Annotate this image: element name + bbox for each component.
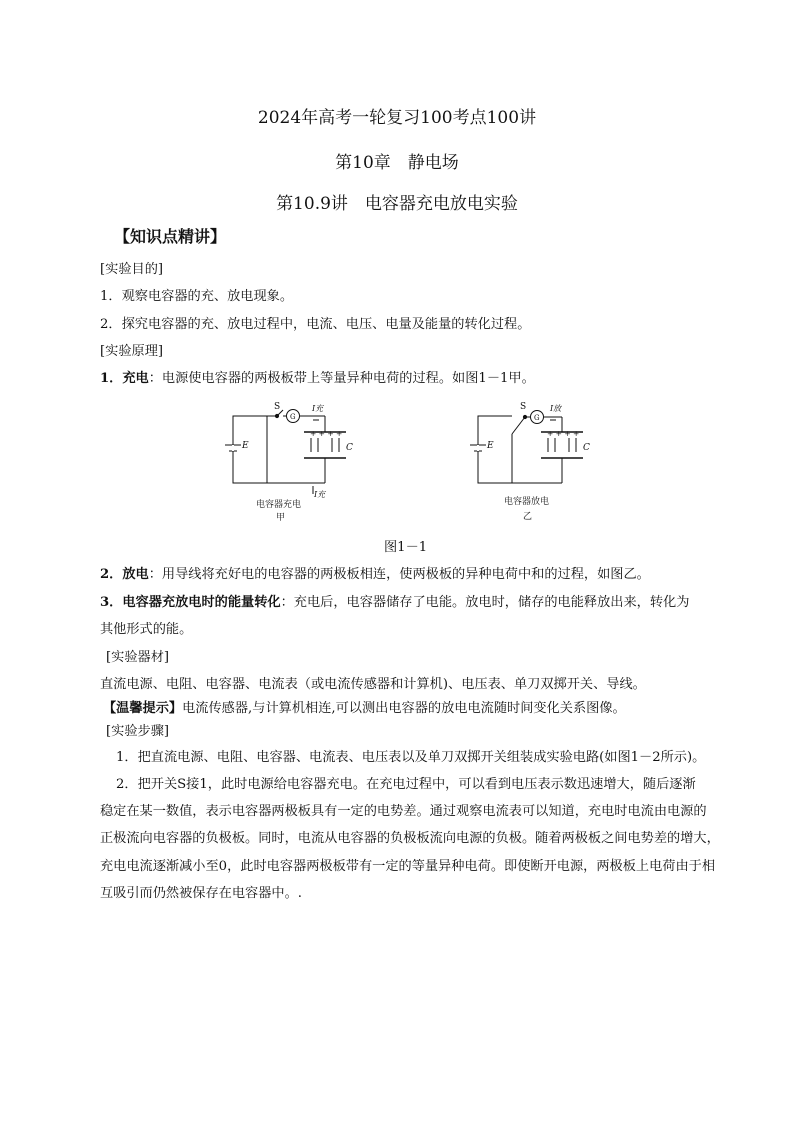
figure-caption: 图1－1 xyxy=(384,540,428,555)
steps-label: [实验步骤] xyxy=(106,724,170,739)
current-a-top-label: I充 xyxy=(312,404,324,413)
capacitor-b-label: C xyxy=(583,443,590,453)
galvanometer-b-label: G xyxy=(534,414,540,422)
caption-a: 电容器充电 xyxy=(256,500,302,510)
switch-b-blade xyxy=(512,417,525,434)
energy-text-line2: 其他形式的能。 xyxy=(100,622,193,637)
step-2-line1: 2．把开关S接1，此时电源给电容器充电。在充电过程中，可以看到电压表示数迅速增大，随后逐渐 xyxy=(116,777,696,792)
switch-a-label: S xyxy=(274,402,281,412)
circuit-a-left-wire xyxy=(233,416,267,483)
step-2-line2: 稳定在某一数值，表示电容器两极板具有一定的电势差。通过观察电流表可以知道，充电时电流由电源的 xyxy=(100,804,707,819)
caption-b-sub: 乙 xyxy=(523,512,533,522)
plus-charges-b: + + + + xyxy=(547,429,580,438)
energy-term: 3．电容器充放电时的能量转化 xyxy=(100,595,281,610)
discharge-term: 2．放电 xyxy=(100,567,149,582)
tip-paragraph xyxy=(103,697,626,716)
energy-paragraph xyxy=(100,591,689,610)
caption-b: 电容器放电 xyxy=(504,497,550,507)
energy-text-line1: ：充电后，电容器储存了电能。放电时，储存的电能释放出来，转化为 xyxy=(280,595,690,610)
capacitor-a-label: C xyxy=(346,443,353,453)
battery-b-label: E xyxy=(487,441,494,451)
current-b-label: I放 xyxy=(550,404,562,413)
discharge-paragraph xyxy=(100,563,650,582)
galvanometer-a-label: G xyxy=(290,413,296,421)
charge-term: 1．充电 xyxy=(100,371,149,386)
minus-charges-a: - - - - xyxy=(310,453,328,462)
charge-text: ：电源使电容器的两极板带上等量异种电荷的过程。如图1－1甲。 xyxy=(148,371,535,386)
purpose-item-2: 2．探究电容器的充、放电过程中，电流、电压、电量及能量的转化过程。 xyxy=(100,317,531,332)
section-header: 【知识点精讲】 xyxy=(114,227,227,246)
plus-charges-a: + + + + xyxy=(310,429,343,438)
tip-text: 电流传感器,与计算机相连,可以测出电容器的放电电流随时间变化关系图像。 xyxy=(182,701,626,716)
charge-paragraph xyxy=(100,367,535,386)
switch-b-label: S xyxy=(520,402,527,412)
principle-label: [实验原理] xyxy=(100,344,164,359)
purpose-label: [实验目的] xyxy=(100,262,164,277)
lesson-title: 第10.9讲 电容器充电放电实验 xyxy=(276,194,518,214)
circuit-figure xyxy=(220,398,600,528)
step-2-line5: 互吸引而仍然被保存在电容器中。. xyxy=(100,886,303,901)
step-2-line4: 充电电流逐渐减小至0，此时电容器两极板带有一定的等量异种电荷。即使断开电源，两极板上电荷由于相 xyxy=(100,859,716,874)
equipment-label: [实验器材] xyxy=(106,650,170,665)
current-a-bottom-label: I充 xyxy=(314,490,326,499)
document-title: 2024年高考一轮复习100考点100讲 xyxy=(257,108,537,128)
discharge-text: ：用导线将充好电的电容器的两极板相连，使两极板的异种电荷中和的过程，如图乙。 xyxy=(148,567,650,582)
step-2-line3: 正极流向电容器的负极板。同时，电流从电容器的负极板流向电源的负极。随着两极板之间电势差的增大， xyxy=(100,831,720,846)
chapter-title: 第10章 静电场 xyxy=(335,153,459,173)
purpose-item-1: 1．观察电容器的充、放电现象。 xyxy=(100,289,294,304)
tip-term: 【温馨提示】 xyxy=(103,701,183,716)
caption-a-sub: 甲 xyxy=(276,513,286,523)
circuit-b-left-wire xyxy=(478,416,512,483)
step-1: 1．把直流电源、电阻、电容器、电流表、电压表以及单刀双掷开关组装成实验电路(如图1－2所示)。 xyxy=(116,750,706,765)
minus-charges-b: - - - - xyxy=(547,453,565,462)
equipment-text: 直流电源、电阻、电容器、电流表（或电流传感器和计算机)、电压表、单刀双掷开关、导线。 xyxy=(100,677,646,692)
battery-a-label: E xyxy=(242,441,249,451)
